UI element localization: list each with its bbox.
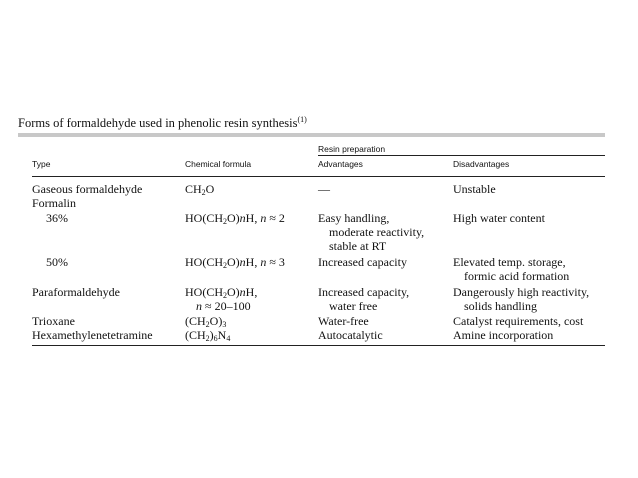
table-caption	[18, 115, 307, 131]
caption-text: Forms of formaldehyde used in phenolic resin synthesis	[18, 116, 298, 130]
row-formalin-50-disadvantage-1: Elevated temp. storage,	[453, 255, 566, 269]
header-disadvantages: Disadvantages	[453, 159, 510, 169]
row-hexamine-type: Hexamethylenetetramine	[32, 328, 153, 342]
row-trioxane-type: Trioxane	[32, 314, 75, 328]
row-paraformaldehyde-formula-2: n ≈ 20–100	[196, 299, 251, 313]
row-formalin-type: Formalin	[32, 196, 76, 210]
row-formalin-36-formula: $HO(CH_2O)nH$, n ≈ 2	[185, 211, 285, 226]
row-formalin-36-advantage-2: moderate reactivity,	[329, 225, 425, 239]
header-group-resin-preparation: Resin preparation	[318, 144, 386, 154]
header-rule	[32, 176, 605, 177]
row-hexamine-formula: $(CH_2)_6N_4$	[185, 328, 231, 343]
row-paraformaldehyde-disadvantage-1: Dangerously high reactivity,	[453, 285, 590, 299]
header-chemical-formula: Chemical formula	[185, 159, 252, 169]
row-trioxane-advantages: Water-free	[318, 314, 369, 328]
header-advantages: Advantages	[318, 159, 363, 169]
row-paraformaldehyde-advantage-1: Increased capacity,	[318, 285, 410, 299]
group-underline	[318, 155, 605, 156]
row-formalin-36-type: 36%	[46, 211, 68, 225]
row-formalin-50-disadvantage-2: formic acid formation	[464, 269, 570, 283]
row-paraformaldehyde-advantage-2: water free	[329, 299, 378, 313]
row-trioxane-formula: $(CH_2O)_3$	[185, 314, 227, 329]
row-hexamine-advantages: Autocatalytic	[318, 328, 383, 342]
row-gaseous-formula: $CH_2O$	[185, 182, 215, 197]
row-formalin-50-type: 50%	[46, 255, 68, 269]
row-formalin-36-disadvantages: High water content	[453, 211, 545, 225]
row-paraformaldehyde-type: Paraformaldehyde	[32, 285, 120, 299]
row-gaseous-advantages: —	[318, 182, 330, 196]
row-formalin-50-advantages: Increased capacity	[318, 255, 407, 269]
caption-reference: (1)	[297, 115, 307, 124]
row-gaseous-disadvantages: Unstable	[453, 182, 496, 196]
row-formalin-36-advantage-3: stable at RT	[329, 239, 387, 253]
row-formalin-50-formula: $HO(CH_2O)nH$, n ≈ 3	[185, 255, 285, 270]
header-type: Type	[32, 159, 51, 169]
row-hexamine-disadvantages: Amine incorporation	[453, 328, 554, 342]
table-bottom-rule	[32, 345, 605, 346]
row-paraformaldehyde-formula-1: $HO(CH_2O)nH$,	[185, 285, 258, 300]
row-gaseous-type: Gaseous formaldehyde	[32, 182, 143, 196]
caption-rule	[18, 133, 605, 137]
row-paraformaldehyde-disadvantage-2: solids handling	[464, 299, 538, 313]
row-trioxane-disadvantages: Catalyst requirements, cost	[453, 314, 584, 328]
row-formalin-36-advantage-1: Easy handling,	[318, 211, 390, 225]
